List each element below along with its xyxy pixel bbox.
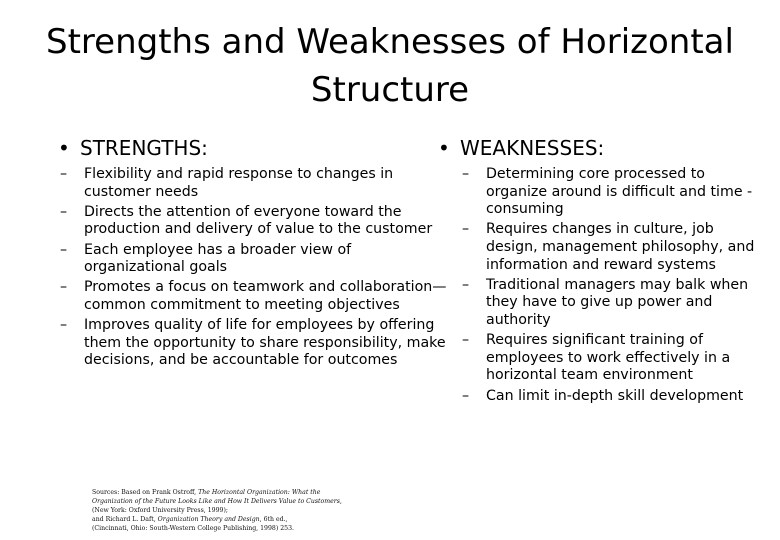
- strengths-list: [60, 166, 450, 370]
- list-item: [60, 166, 450, 201]
- bullet-icon: •: [58, 136, 70, 160]
- dash-icon: –: [462, 166, 470, 182]
- source-citation: [92, 488, 352, 533]
- weaknesses-list: [462, 166, 768, 405]
- dash-icon: –: [60, 317, 68, 334]
- weaknesses-column: [438, 136, 768, 408]
- dash-icon: –: [60, 241, 68, 258]
- list-item: [60, 279, 450, 314]
- strengths-heading: [58, 136, 450, 160]
- list-item-text: Traditional managers may balk when they have to give up power and authority: [486, 276, 749, 328]
- list-item: [60, 204, 450, 239]
- list-item-text: Directs the attention of everyone toward the production and delivery of value to the customer: [84, 203, 433, 238]
- list-item-text: Requires changes in culture, job design, management philosophy, and information and reward systems: [486, 221, 755, 273]
- list-item: [60, 317, 450, 370]
- strengths-heading-label: STRENGTHS:: [80, 136, 208, 160]
- dash-icon: –: [462, 276, 470, 293]
- source-text: (New York: Oxford University Press, 1999);: [92, 507, 228, 514]
- dash-icon: –: [462, 221, 470, 238]
- list-item: [462, 332, 768, 385]
- source-book-title: Organization Theory and Design,: [157, 516, 262, 523]
- weaknesses-heading-label: WEAKNESSES:: [460, 136, 605, 160]
- list-item: [462, 277, 768, 330]
- dash-icon: –: [462, 387, 470, 404]
- list-item-text: Improves quality of life for employees by offering them the opportunity to share responsibility, make decisions, and be accountable for outcomes: [84, 317, 446, 369]
- slide-title: Strengths and Weaknesses of Horizontal Structure: [46, 22, 734, 110]
- list-item-text: Each employee has a broader view of organizational goals: [84, 241, 352, 276]
- source-book-title: The Horizontal Organization: What the Organization of the Future Looks Like and How It Delivers Value to Customers,: [92, 489, 342, 505]
- dash-icon: –: [462, 332, 470, 349]
- list-item: [462, 221, 768, 274]
- list-item: [462, 166, 768, 219]
- list-item-text: Promotes a focus on teamwork and collaboration—common commitment to meeting objectives: [84, 279, 447, 313]
- dash-icon: –: [60, 279, 68, 296]
- weaknesses-heading: [438, 136, 768, 160]
- source-text: Sources: Based on Frank Ostroff,: [92, 489, 199, 496]
- list-item-text: Determining core processed to organize around is difficult and time -consuming: [486, 166, 753, 218]
- bullet-icon: •: [438, 136, 450, 160]
- list-item: [462, 388, 768, 406]
- source-text: (Cincinnati, Ohio: South-Western College Publishing, 1998) 253.: [92, 525, 295, 532]
- source-text: 6th ed.,: [261, 516, 288, 523]
- strengths-column: [58, 136, 450, 373]
- list-item-text: Can limit in-depth skill development: [486, 387, 744, 404]
- list-item: [60, 242, 450, 277]
- source-text: and Richard L. Daft,: [92, 516, 158, 523]
- list-item-text: Flexibility and rapid response to changes in customer needs: [84, 166, 394, 200]
- dash-icon: –: [60, 203, 68, 220]
- dash-icon: –: [60, 166, 68, 182]
- list-item-text: Requires significant training of employees to work effectively in a horizontal team environment: [486, 332, 731, 384]
